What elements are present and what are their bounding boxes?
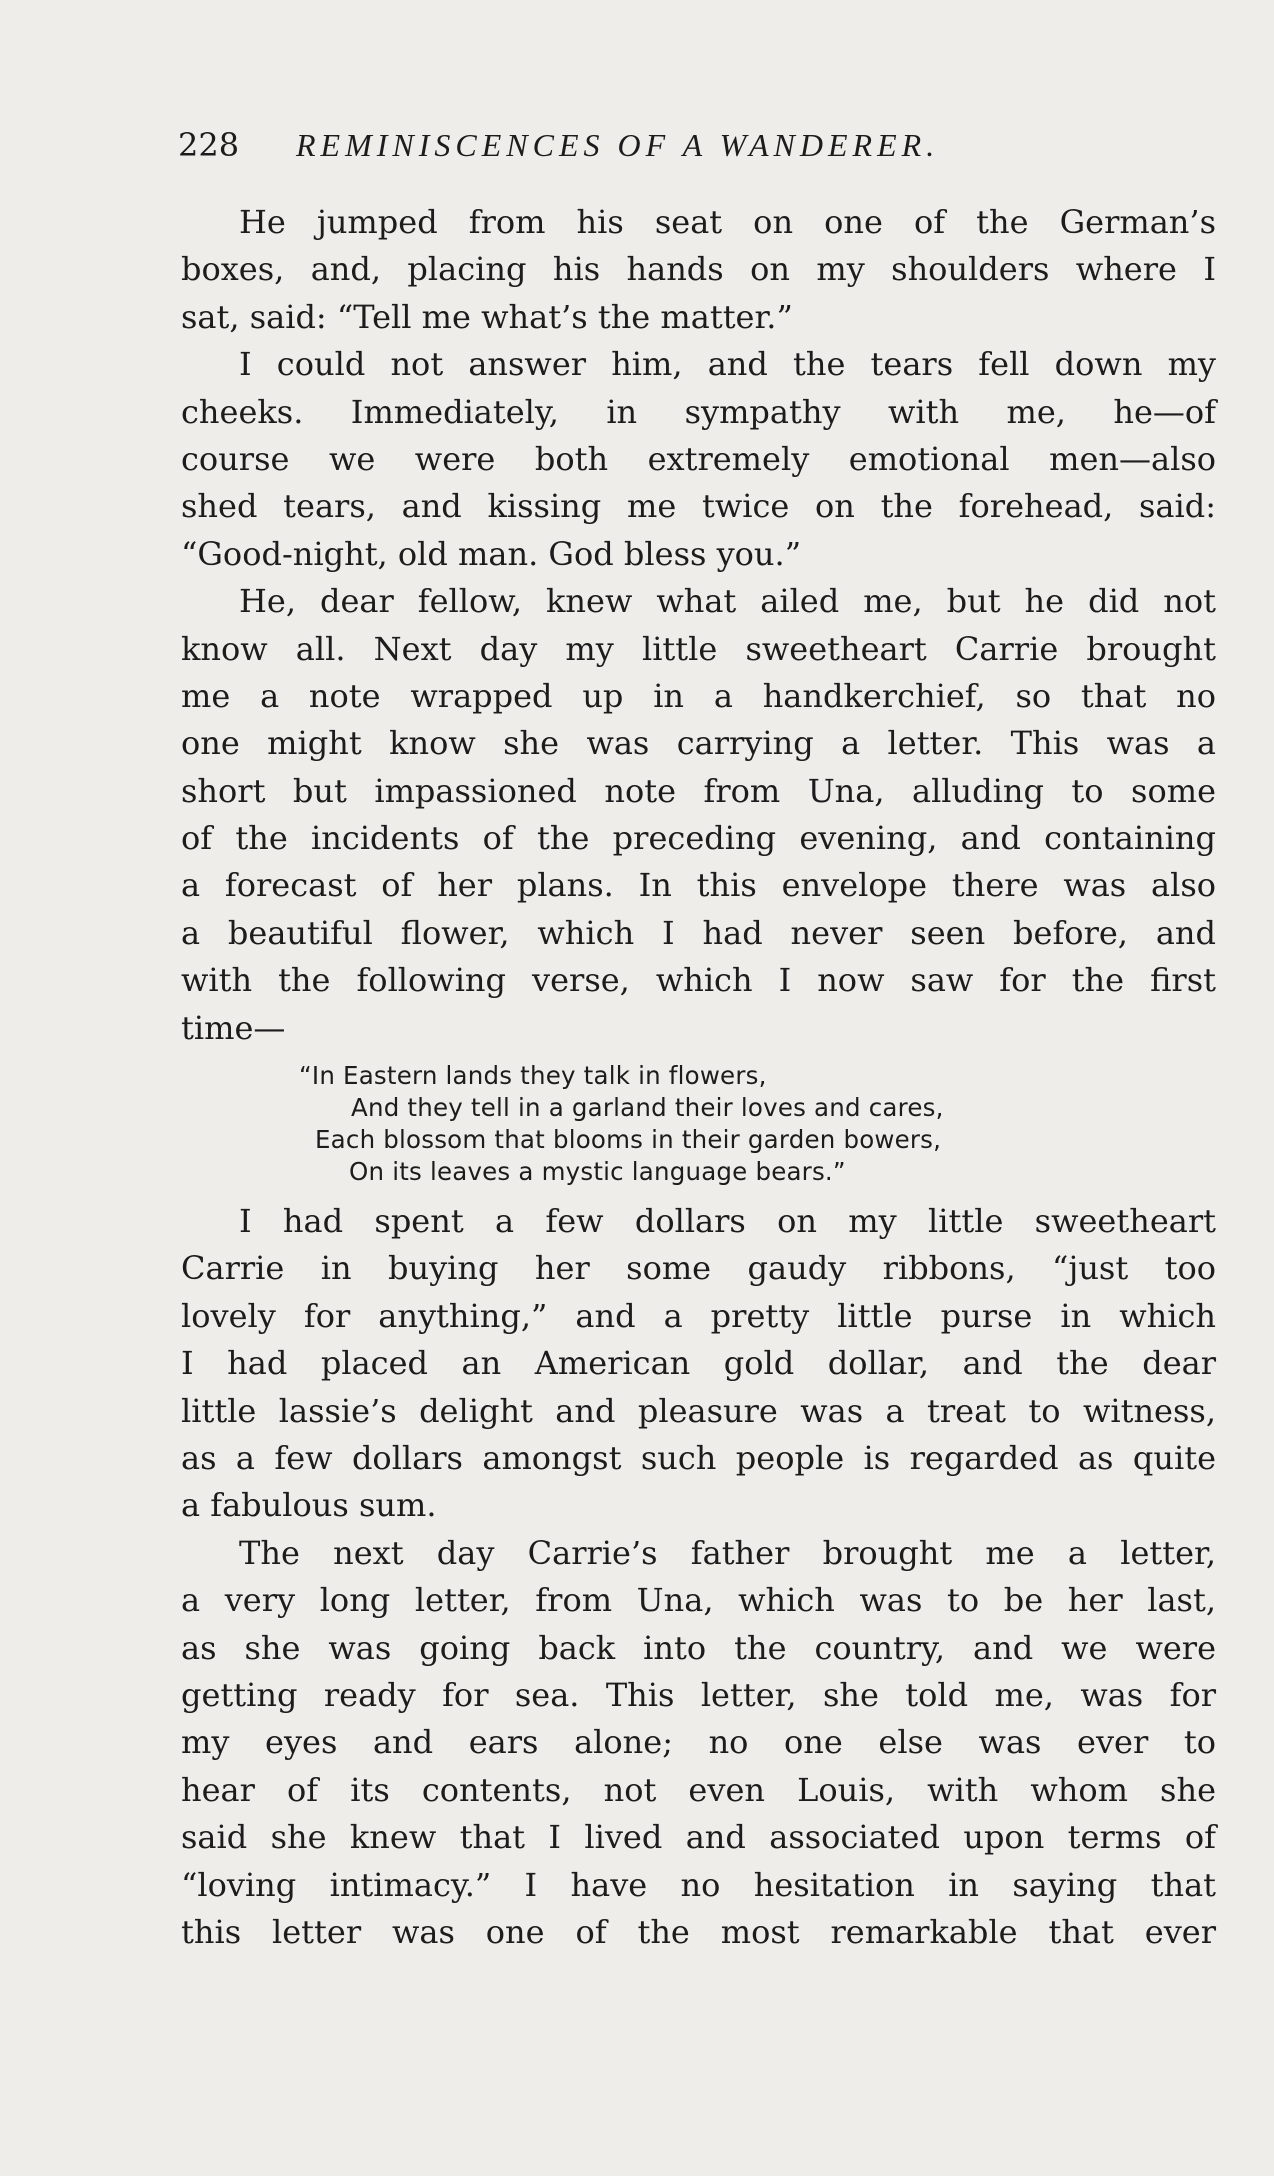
text-line: course we were both extremely emotional men—also — [181, 439, 1216, 478]
paragraph — [181, 341, 1216, 578]
paragraph — [181, 1198, 1216, 1530]
running-head — [178, 120, 1118, 170]
text-line: with the following verse, which I now saw for the first — [181, 961, 1216, 1000]
text-line: as she was going back into the country, and we were — [181, 1628, 1216, 1667]
text-line: short but impassioned note from Una, alluding to some — [181, 771, 1216, 810]
text-line: know all. Next day my little sweetheart Carrie brought — [181, 629, 1216, 668]
text-line: boxes, and, placing his hands on my shoulders where I — [181, 250, 1216, 289]
text-line: of the incidents of the preceding evening, and containing — [181, 819, 1216, 858]
text-line: hear of its contents, not even Louis, with whom she — [181, 1770, 1216, 1809]
text-line: lovely for anything,” and a pretty little purse in which — [181, 1296, 1216, 1335]
text-line: “Good-night, old man. God bless you.” — [181, 534, 802, 573]
text-line: this letter was one of the most remarkable that ever — [181, 1912, 1216, 1951]
text-line: as a few dollars amongst such people is regarded as quite — [181, 1438, 1216, 1477]
text-line: I could not answer him, and the tears fell down my — [239, 345, 1216, 384]
text-line: shed tears, and kissing me twice on the forehead, said: — [181, 487, 1216, 526]
text-line: I had spent a few dollars on my little sweetheart — [239, 1202, 1216, 1241]
text-line: getting ready for sea. This letter, she told me, was for — [181, 1675, 1216, 1714]
verse — [181, 1060, 1216, 1188]
text-line: little lassie’s delight and pleasure was a treat to witness, — [181, 1391, 1216, 1430]
text-line: a fabulous sum. — [181, 1486, 437, 1525]
body-text — [181, 199, 1216, 1956]
paragraph — [181, 199, 1216, 341]
text-line: I had placed an American gold dollar, and the dear — [181, 1344, 1216, 1383]
running-title: REMINISCENCES OF A WANDERER. — [296, 127, 940, 163]
paragraph — [181, 578, 1216, 1052]
text-line: Carrie in buying her some gaudy ribbons, “just too — [181, 1249, 1216, 1288]
verse-line: On its leaves a mystic language bears.” — [349, 1157, 846, 1187]
text-line: He jumped from his seat on one of the German’s — [239, 203, 1216, 241]
text-line: He, dear fellow, knew what ailed me, but he did not — [239, 582, 1216, 621]
verse-line: “In Eastern lands they talk in flowers, — [299, 1061, 767, 1091]
verse-line: Each blossom that blooms in their garden bowers, — [315, 1125, 942, 1155]
text-line: sat, said: “Tell me what’s the matter.” — [181, 297, 793, 336]
text-line: me a note wrapped up in a handkerchief, so that no — [181, 676, 1216, 715]
text-line: said she knew that I lived and associated upon terms of — [181, 1818, 1216, 1857]
text-line: The next day Carrie’s father brought me a letter, — [239, 1533, 1216, 1572]
verse-line: And they tell in a garland their loves and cares, — [351, 1093, 944, 1123]
page-number: 228 — [178, 126, 240, 164]
text-line: my eyes and ears alone; no one else was ever to — [181, 1723, 1216, 1762]
text-line: a forecast of her plans. In this envelope there was also — [181, 866, 1216, 905]
text-line: “loving intimacy.” I have no hesitation in saying that — [181, 1865, 1216, 1904]
paragraph — [181, 1530, 1216, 1957]
text-line: cheeks. Immediately, in sympathy with me, he—of — [181, 392, 1216, 431]
text-line: a beautiful flower, which I had never seen before, and — [181, 913, 1216, 952]
text-line: time— — [181, 1008, 286, 1047]
text-line: a very long letter, from Una, which was to be her last, — [181, 1581, 1216, 1620]
text-line: one might know she was carrying a letter. This was a — [181, 724, 1216, 763]
